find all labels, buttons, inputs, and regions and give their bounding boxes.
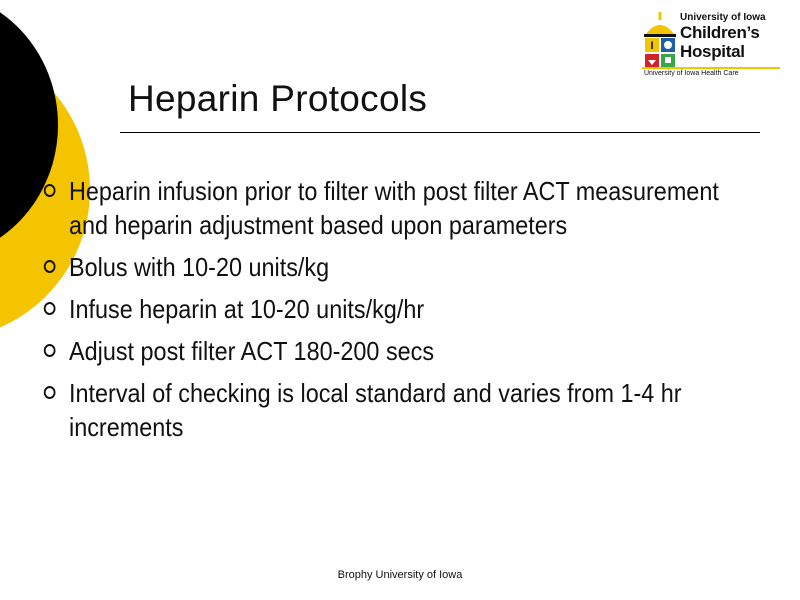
logo-divider bbox=[642, 67, 780, 69]
bullet-item bbox=[42, 174, 753, 242]
title-divider bbox=[120, 132, 760, 133]
bullet-item bbox=[42, 376, 753, 444]
bullet-circle-icon bbox=[44, 260, 56, 273]
university-of-iowa-childrens-hospital-logo bbox=[640, 4, 790, 82]
bullet-circle-icon bbox=[44, 184, 56, 197]
bullet-text: Infuse heparin at 10-20 units/kg/hr bbox=[69, 294, 425, 324]
svg-text:I: I bbox=[650, 40, 654, 52]
childrens-hospital-emblem-icon bbox=[642, 8, 678, 68]
slide-footer: Brophy University of Iowa bbox=[337, 569, 463, 581]
bullet-text: Adjust post filter ACT 180-200 secs bbox=[69, 336, 435, 366]
slide-title: Heparin Protocols bbox=[128, 78, 428, 119]
bullet-list bbox=[42, 174, 762, 452]
logo-university-text: University of Iowa bbox=[680, 12, 766, 23]
bullet-item bbox=[42, 250, 753, 284]
logo-hospital-text: Hospital bbox=[680, 42, 745, 61]
logo-health-care-text: University of Iowa Health Care bbox=[644, 70, 739, 77]
bullet-text: Bolus with 10-20 units/kg bbox=[69, 252, 330, 282]
bullet-circle-icon bbox=[44, 344, 56, 357]
bullet-circle-icon bbox=[44, 302, 56, 315]
logo-childrens-text: Children’s bbox=[680, 23, 760, 42]
bullet-text: Heparin infusion prior to filter with post filter ACT measurement and heparin adjustment based upon parameters bbox=[69, 176, 719, 240]
bullet-item bbox=[42, 292, 753, 326]
bullet-item bbox=[42, 334, 753, 368]
bullet-text: Interval of checking is local standard and varies from 1-4 hr increments bbox=[69, 378, 682, 442]
bullet-circle-icon bbox=[44, 386, 56, 399]
